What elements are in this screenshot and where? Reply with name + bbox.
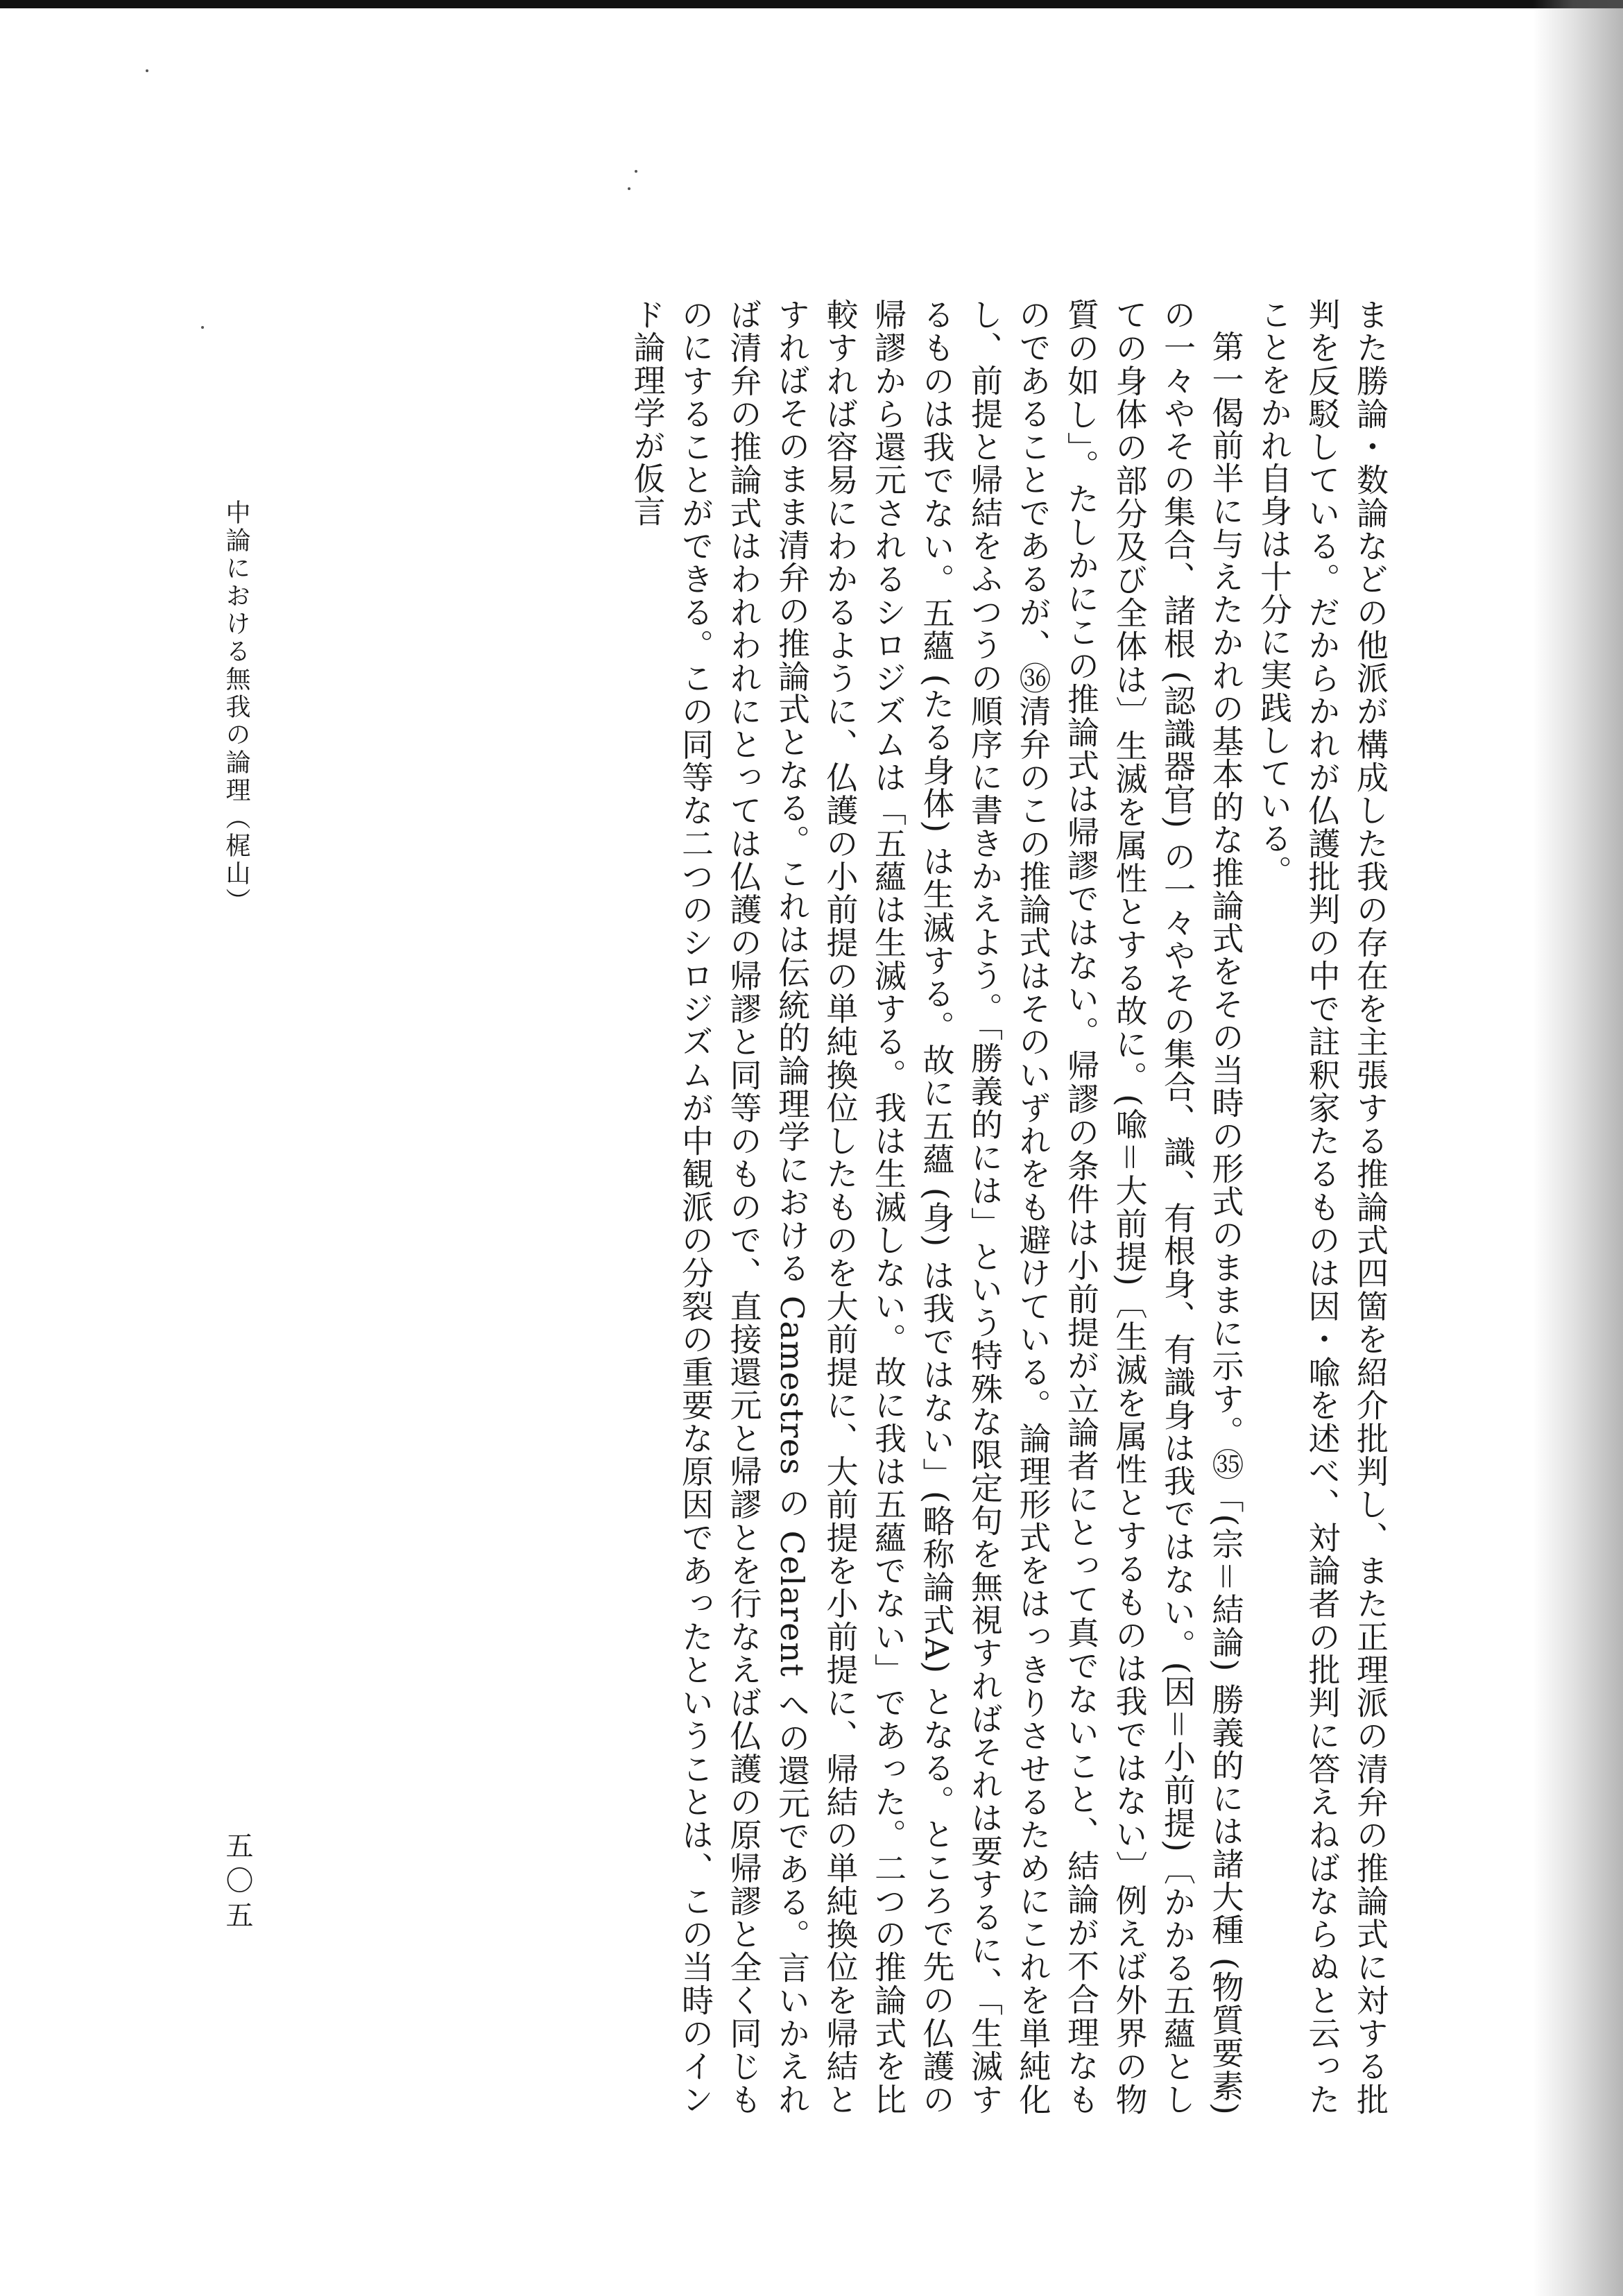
page-number: 五〇五 (221, 1831, 253, 1935)
scan-speck (635, 170, 637, 173)
scan-speck (201, 326, 204, 329)
body-text (298, 298, 1394, 2116)
paragraph: また勝論・数論などの他派が構成した我の存在を主張する推論式四箇を紹介批判し、また正理派の清弁の推論式に対する批判を反駁している。だからかれが仏護批判の中で註釈家たるものは因・喩を述べ、対論者の批判に答えねばならぬと云ったことをかれ自身は十分に実践している。 (1255, 298, 1389, 2116)
scan-speck (146, 69, 148, 72)
scan-speck (628, 187, 630, 190)
scan-edge-shadow (1533, 0, 1623, 2296)
running-head: 中論における無我の論理（梶山） (222, 499, 250, 916)
top-border (0, 0, 1623, 8)
paragraph: 第一偈前半に与えたかれの基本的な推論式をその当時の形式のままに示す。㉟「(宗＝結論) 勝義的には諸大種 (物質要素) の一々やその集合、諸根 (認識器官) の一々やその集合、識、有根身、有識身は我ではない。(因＝小前提)〔かかる五蘊としての身体の部分及び全体は〕生滅を属性とする故に。(喩＝大前提)〔生滅を属性とするものは我ではない〕例えば外界の物質の如し」。たしかにこの推論式は帰謬ではない。帰謬の条件は小前提が立論者にとって真でないこと、結論が不合理なものであることであるが、㊱清弁のこの推論式はそのいずれをも避けている。論理形式をはっきりさせるためにこれを単純化し、前提と帰結をふつうの順序に書きかえよう。「勝義的には」という特殊な限定句を無視すればそれは要するに、「生滅するものは我でない。五蘊 (たる身体) は生滅する。故に五蘊 (身) は我ではない」(略称論式A) となる。ところで先の仏護の帰謬から還元されるシロジズムは「五蘊は生滅する。我は生滅しない。故に我は五蘊でない」であった。二つの推論式を比較すれば容易にわかるように、仏護の小前提の単純換位したものを大前提に、大前提を小前提に、帰結の単純換位を帰結とすればそのまま清弁の推論式となる。これは伝統的論理学における Camestres の Celarent への還元である。言いかえれば清弁の推論式はわれわれにとっては仏護の帰謬と同等のもので、直接還元と帰謬とを行なえば仏護の原帰謬と全く同じものにすることができる。この同等な二つのシロジズムが中観派の分裂の重要な原因であったということは、この当時のインド論理学が仮言 (628, 298, 1245, 2116)
